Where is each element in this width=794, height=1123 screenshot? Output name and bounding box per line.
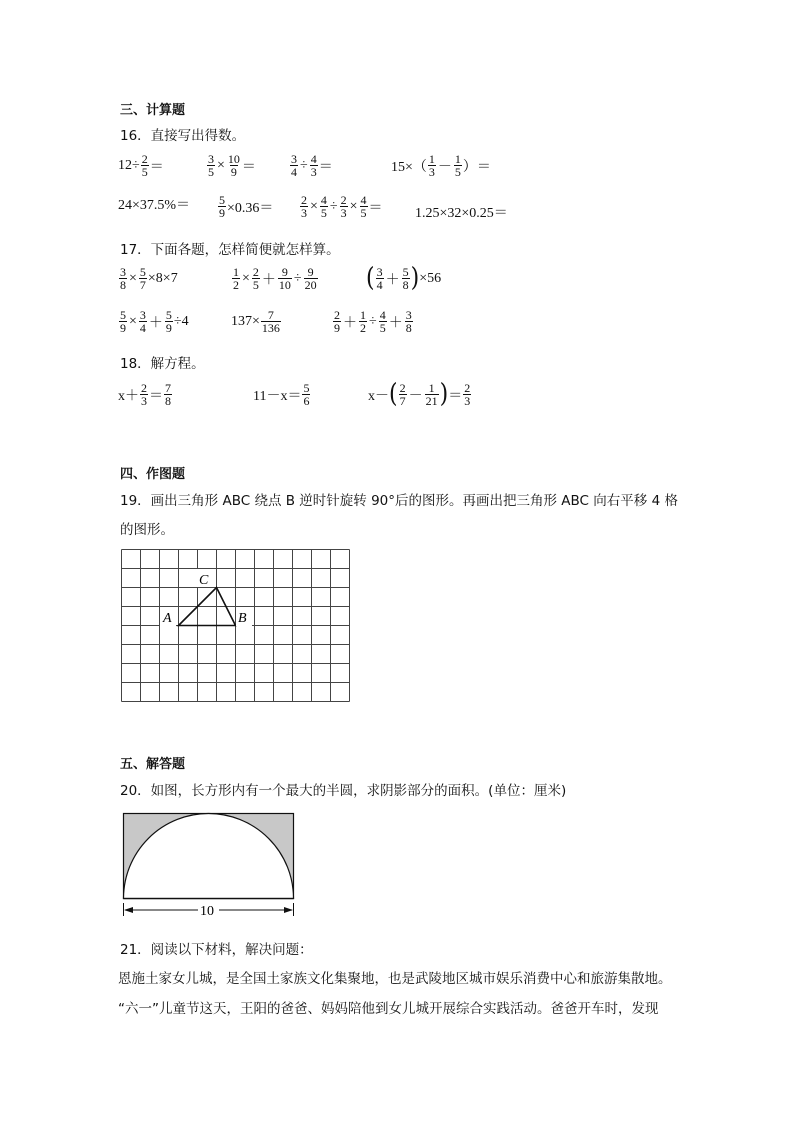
dim-arrow-right (284, 907, 293, 913)
semicircle-figure (118, 808, 300, 920)
q21-title: 21．阅读以下材料，解决问题： (120, 942, 313, 958)
q17-r2-c: $\frac{2}{9}$ ＋ $\frac{1}{2}$ ÷ $\frac{4}{5}$ ＋ $\frac{3}{8}$ (334, 308, 412, 335)
q16-r1-b: $\frac{3}{5}$ × $\frac{10}{9}$ ＝ (208, 152, 256, 179)
q16-r1-c: $\frac{3}{4}$ ÷ $\frac{4}{3}$ ＝ (291, 152, 333, 179)
q16-r1-a: 12÷ $\frac{2}{5}$ ＝ (118, 152, 164, 179)
label-c: C (199, 573, 209, 588)
q20-title: 20．如图，长方形内有一个最大的半圆，求阴影部分的面积。(单位：厘米) (120, 783, 567, 799)
q16-r1-d: 15×（ $\frac{1}{3}$ － $\frac{1}{5}$ ）＝ (391, 152, 491, 179)
dim-arrow-left (124, 907, 133, 913)
q17-r2-b: 137× $\frac{7}{136}$ (231, 308, 280, 335)
q18-eq-2: 11－x＝ $\frac{5}{6}$ (253, 381, 310, 408)
q16-r2-c: $\frac{2}{3}$ × $\frac{4}{5}$ ÷ $\frac{2}{3}$ × $\frac{4}{5}$ ＝ (301, 193, 383, 220)
section-4-title: 四、作图题 (120, 467, 186, 482)
q16-r2-b: $\frac{5}{9}$ ×0.36＝ (219, 193, 274, 220)
q18-eq-3: x－ ( $\frac{2}{7}$ － $\frac{1}{21}$ ) ＝ $\frac{2}{3}$ (368, 378, 471, 409)
q19-line-1: 19．画出三角形 ABC 绕点 B 逆时针旋转 90°后的图形。再画出把三角形 ABC 向右平移 4 格 (120, 493, 678, 509)
q19-line-2: 的图形。 (120, 522, 174, 538)
q18-eq-1: x＋ $\frac{2}{3}$ ＝ $\frac{7}{8}$ (118, 381, 171, 408)
q17-r1-a: $\frac{3}{8}$ × $\frac{5}{7}$ ×8×7 (120, 265, 178, 292)
q21-line-1: 恩施土家女儿城，是全国土家族文化集聚地，也是武陵地区城市娱乐消费中心和旅游集散地。 (118, 971, 672, 987)
q17-r2-a: $\frac{5}{9}$ × $\frac{3}{4}$ ＋ $\frac{5}{9}$ ÷4 (120, 308, 189, 335)
q17-r1-b: $\frac{1}{2}$ × $\frac{2}{5}$ ＋ $\frac{9}{10}$ ÷ $\frac{9}{20}$ (233, 265, 317, 292)
section-5-title: 五、解答题 (120, 757, 186, 772)
q16-r2-d: 1.25×32×0.25＝ (415, 206, 508, 221)
label-a: A (163, 611, 172, 626)
label-b: B (238, 611, 247, 626)
q18-title: 18．解方程。 (120, 356, 205, 372)
q16-title: 16．直接写出得数。 (120, 128, 246, 144)
q17-title: 17．下面各题，怎样简便就怎样算。 (120, 242, 340, 258)
grid-figure (118, 547, 350, 703)
q16-r2-a: 24×37.5%＝ (118, 198, 191, 213)
dim-label: 10 (200, 904, 214, 919)
q17-r1-c: ( $\frac{3}{4}$ ＋ $\frac{5}{8}$ ) ×56 (366, 262, 442, 293)
section-3-title: 三、计算题 (120, 103, 186, 118)
q21-line-2: “六一”儿童节这天，王阳的爸爸、妈妈陪他到女儿城开展综合实践活动。爸爸开车时，发现 (118, 1001, 659, 1017)
